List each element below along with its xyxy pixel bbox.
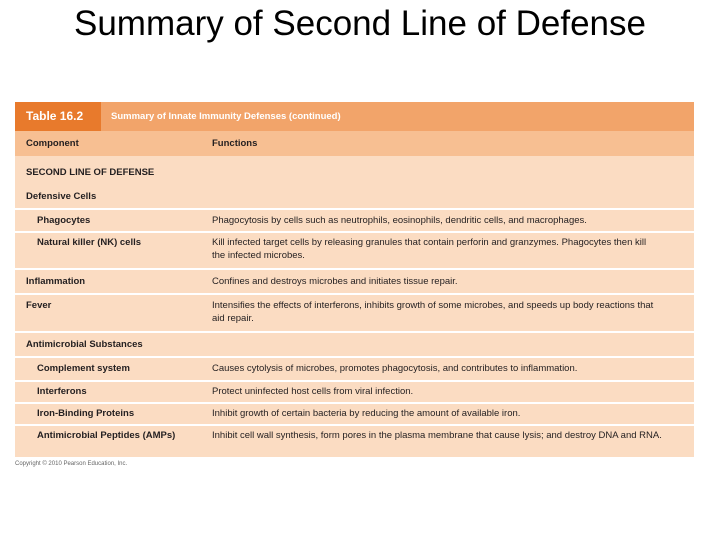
group-heading-defensive-cells: Defensive Cells <box>26 191 97 202</box>
table-number: Table 16.2 <box>15 102 101 131</box>
table-title: Summary of Innate Immunity Defenses (continued) <box>111 111 341 122</box>
row-label-interferons: Interferons <box>37 386 87 397</box>
row-divider <box>15 231 694 233</box>
row-label-inflammation: Inflammation <box>26 276 86 287</box>
row-divider <box>15 331 694 333</box>
row-function-iron-binding: Inhibit growth of certain bacteria by reducing the amount of available iron. <box>212 408 521 419</box>
row-divider <box>15 380 694 382</box>
row-function-amps: Inhibit cell wall synthesis, form pores in the plasma membrane that cause lysis; and destroy DNA and RNA. <box>212 430 662 441</box>
row-label-iron-binding: Iron-Binding Proteins <box>37 408 135 419</box>
section-heading: SECOND LINE OF DEFENSE <box>26 167 155 178</box>
row-divider <box>15 402 694 404</box>
row-function-interferons: Protect uninfected host cells from viral infection. <box>212 386 414 397</box>
copyright-notice: Copyright © 2010 Pearson Education, Inc. <box>15 461 128 467</box>
row-label-amps: Antimicrobial Peptides (AMPs) <box>37 430 176 441</box>
row-function-fever-line1: Intensifies the effects of interferons, inhibits growth of some microbes, and speeds up body reactions that <box>212 300 654 311</box>
slide-title: Summary of Second Line of Defense <box>74 4 646 43</box>
row-function-nk-cells-line2: the infected microbes. <box>212 250 305 261</box>
row-divider <box>15 268 694 270</box>
row-label-nk-cells: Natural killer (NK) cells <box>37 237 142 248</box>
row-label-phagocytes: Phagocytes <box>37 215 91 226</box>
row-divider <box>15 424 694 426</box>
summary-table <box>15 102 694 457</box>
column-header-functions: Functions <box>212 138 258 149</box>
row-label-complement: Complement system <box>37 363 130 374</box>
row-function-phagocytes: Phagocytosis by cells such as neutrophils, eosinophils, dendritic cells, and macrophages. <box>212 215 587 226</box>
row-divider <box>15 293 694 295</box>
row-function-inflammation: Confines and destroys microbes and initiates tissue repair. <box>212 276 458 287</box>
row-function-complement: Causes cytolysis of microbes, promotes phagocytosis, and contributes to inflammation. <box>212 363 578 374</box>
row-divider <box>15 356 694 358</box>
row-function-fever-line2: aid repair. <box>212 313 254 324</box>
column-header-component: Component <box>26 138 79 149</box>
row-function-nk-cells-line1: Kill infected target cells by releasing granules that contain perforin and granzymes. Phagocytes then kill <box>212 237 647 248</box>
row-divider <box>15 208 694 210</box>
row-label-fever: Fever <box>26 300 52 311</box>
column-header-row <box>15 131 694 156</box>
group-heading-antimicrobial: Antimicrobial Substances <box>26 339 143 350</box>
table-header <box>15 102 694 131</box>
